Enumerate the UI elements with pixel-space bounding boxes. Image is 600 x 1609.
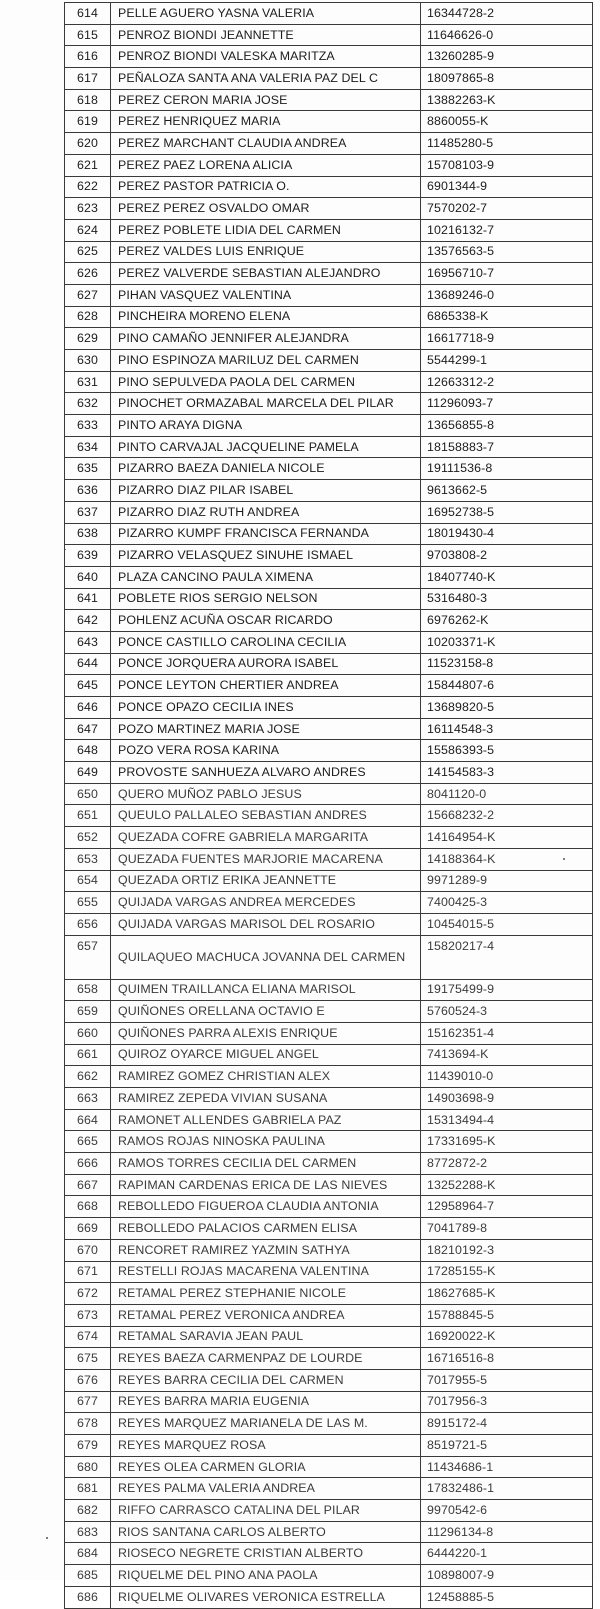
person-name: PENROZ BIONDI VALESKA MARITZA xyxy=(111,46,421,68)
row-number: 619 xyxy=(65,111,111,133)
rut-number: 13689246-0 xyxy=(421,284,593,306)
table-row xyxy=(65,718,593,740)
row-number: 675 xyxy=(65,1348,111,1370)
table-row xyxy=(65,1022,593,1044)
table-row xyxy=(65,848,593,870)
person-name: REYES BAEZA CARMENPAZ DE LOURDE xyxy=(111,1348,421,1370)
person-name: PINO ESPINOZA MARILUZ DEL CARMEN xyxy=(111,350,421,372)
table-row xyxy=(65,892,593,914)
row-number: 636 xyxy=(65,480,111,502)
row-number: 647 xyxy=(65,718,111,740)
row-number: 651 xyxy=(65,805,111,827)
table-row xyxy=(65,1153,593,1175)
row-number: 683 xyxy=(65,1521,111,1543)
rut-number: 16952738-5 xyxy=(421,501,593,523)
person-name: QUERO MUÑOZ PABLO JESUS xyxy=(111,783,421,805)
rut-number: 16617718-9 xyxy=(421,328,593,350)
person-name: QUILAQUEO MACHUCA JOVANNA DEL CARMEN xyxy=(111,935,421,979)
rut-number: 16716516-8 xyxy=(421,1348,593,1370)
rut-number: 7570202-7 xyxy=(421,198,593,220)
person-name: RETAMAL PEREZ STEPHANIE NICOLE xyxy=(111,1283,421,1305)
rut-number: 13252288-K xyxy=(421,1174,593,1196)
person-name: PONCE OPAZO CECILIA INES xyxy=(111,697,421,719)
person-name: REYES BARRA CECILIA DEL CARMEN xyxy=(111,1369,421,1391)
row-number: 627 xyxy=(65,284,111,306)
rut-number: 7017956-3 xyxy=(421,1391,593,1413)
person-name: PINTO CARVAJAL JACQUELINE PAMELA xyxy=(111,436,421,458)
table-row xyxy=(65,566,593,588)
rut-number: 9703808-2 xyxy=(421,545,593,567)
row-number: 685 xyxy=(65,1565,111,1587)
person-name: PEREZ VALDES LUIS ENRIQUE xyxy=(111,241,421,263)
person-name: PLAZA CANCINO PAULA XIMENA xyxy=(111,566,421,588)
scan-speck xyxy=(65,549,66,550)
row-number: 639 xyxy=(65,545,111,567)
rut-number: 17285155-K xyxy=(421,1261,593,1283)
table-row xyxy=(65,328,593,350)
rut-number: 15708103-9 xyxy=(421,154,593,176)
row-number: 618 xyxy=(65,89,111,111)
person-name: REYES MARQUEZ MARIANELA DE LAS M. xyxy=(111,1413,421,1435)
person-name: PINCHEIRA MORENO ELENA xyxy=(111,306,421,328)
rut-number: 11646626-0 xyxy=(421,24,593,46)
rut-number: 14903698-9 xyxy=(421,1088,593,1110)
table-row xyxy=(65,588,593,610)
person-name: RENCORET RAMIREZ YAZMIN SATHYA xyxy=(111,1239,421,1261)
row-number: 660 xyxy=(65,1022,111,1044)
rut-number: 5544299-1 xyxy=(421,350,593,372)
row-number: 679 xyxy=(65,1435,111,1457)
rut-number: 10454015-5 xyxy=(421,913,593,935)
person-name: RAPIMAN CARDENAS ERICA DE LAS NIEVES xyxy=(111,1174,421,1196)
rut-number: 11439010-0 xyxy=(421,1066,593,1088)
table-row xyxy=(65,610,593,632)
person-name: RAMIREZ ZEPEDA VIVIAN SUSANA xyxy=(111,1088,421,1110)
roster-table xyxy=(64,2,593,1609)
table-row xyxy=(65,1369,593,1391)
row-number: 664 xyxy=(65,1109,111,1131)
row-number: 659 xyxy=(65,1001,111,1023)
row-number: 666 xyxy=(65,1153,111,1175)
person-name: REBOLLEDO PALACIOS CARMEN ELISA xyxy=(111,1218,421,1240)
table-row xyxy=(65,219,593,241)
table-row xyxy=(65,306,593,328)
person-name: RAMOS TORRES CECILIA DEL CARMEN xyxy=(111,1153,421,1175)
row-number: 686 xyxy=(65,1586,111,1608)
table-row xyxy=(65,68,593,90)
row-number: 650 xyxy=(65,783,111,805)
person-name: RIOS SANTANA CARLOS ALBERTO xyxy=(111,1521,421,1543)
person-name: PINTO ARAYA DIGNA xyxy=(111,415,421,437)
rut-number: 11296093-7 xyxy=(421,393,593,415)
rut-number: 12458885-5 xyxy=(421,1586,593,1608)
row-number: 633 xyxy=(65,415,111,437)
person-name: REYES PALMA VALERIA ANDREA xyxy=(111,1478,421,1500)
scan-speck xyxy=(563,858,565,860)
person-name: PIZARRO KUMPF FRANCISCA FERNANDA xyxy=(111,523,421,545)
row-number: 637 xyxy=(65,501,111,523)
rut-number: 15668232-2 xyxy=(421,805,593,827)
rut-number: 13576563-5 xyxy=(421,241,593,263)
row-number: 654 xyxy=(65,870,111,892)
table-row xyxy=(65,1239,593,1261)
person-name: PONCE JORQUERA AURORA ISABEL xyxy=(111,653,421,675)
person-name: RIQUELME DEL PINO ANA PAOLA xyxy=(111,1565,421,1587)
person-name: QUIJADA VARGAS MARISOL DEL ROSARIO xyxy=(111,913,421,935)
rut-number: 10898007-9 xyxy=(421,1565,593,1587)
table-row xyxy=(65,3,593,25)
row-number: 658 xyxy=(65,979,111,1001)
row-number: 673 xyxy=(65,1304,111,1326)
row-number: 641 xyxy=(65,588,111,610)
row-number: 615 xyxy=(65,24,111,46)
person-name: POZO VERA ROSA KARINA xyxy=(111,740,421,762)
person-name: PIZARRO VELASQUEZ SINUHE ISMAEL xyxy=(111,545,421,567)
row-number: 676 xyxy=(65,1369,111,1391)
table-row xyxy=(65,631,593,653)
rut-number: 6444220-1 xyxy=(421,1543,593,1565)
row-number: 630 xyxy=(65,350,111,372)
scan-speck xyxy=(46,1537,48,1539)
row-number: 635 xyxy=(65,458,111,480)
rut-number: 18210192-3 xyxy=(421,1239,593,1261)
table-row xyxy=(65,284,593,306)
row-number: 674 xyxy=(65,1326,111,1348)
row-number: 649 xyxy=(65,762,111,784)
rut-number: 13260285-9 xyxy=(421,46,593,68)
table-row xyxy=(65,480,593,502)
person-name: POHLENZ ACUÑA OSCAR RICARDO xyxy=(111,610,421,632)
table-row xyxy=(65,1348,593,1370)
rut-number: 5760524-3 xyxy=(421,1001,593,1023)
row-number: 628 xyxy=(65,306,111,328)
person-name: RESTELLI ROJAS MACARENA VALENTINA xyxy=(111,1261,421,1283)
table-row xyxy=(65,198,593,220)
person-name: QUEZADA ORTIZ ERIKA JEANNETTE xyxy=(111,870,421,892)
person-name: PENROZ BIONDI JEANNETTE xyxy=(111,24,421,46)
rut-number: 8041120-0 xyxy=(421,783,593,805)
table-row xyxy=(65,913,593,935)
rut-number: 19175499-9 xyxy=(421,979,593,1001)
row-number: 667 xyxy=(65,1174,111,1196)
rut-number: 16344728-2 xyxy=(421,3,593,25)
person-name: PIZARRO DIAZ RUTH ANDREA xyxy=(111,501,421,523)
rut-number: 7400425-3 xyxy=(421,892,593,914)
person-name: QUIÑONES PARRA ALEXIS ENRIQUE xyxy=(111,1022,421,1044)
table-row xyxy=(65,89,593,111)
rut-number: 10203371-K xyxy=(421,631,593,653)
rut-number: 17331695-K xyxy=(421,1131,593,1153)
person-name: PIZARRO DIAZ PILAR ISABEL xyxy=(111,480,421,502)
table-row xyxy=(65,827,593,849)
row-number: 682 xyxy=(65,1500,111,1522)
table-row xyxy=(65,111,593,133)
row-number: 645 xyxy=(65,675,111,697)
row-number: 623 xyxy=(65,198,111,220)
row-number: 614 xyxy=(65,3,111,25)
table-row xyxy=(65,697,593,719)
person-name: PINO SEPULVEDA PAOLA DEL CARMEN xyxy=(111,371,421,393)
row-number: 643 xyxy=(65,631,111,653)
table-row xyxy=(65,523,593,545)
rut-number: 6976262-K xyxy=(421,610,593,632)
rut-number: 16920022-K xyxy=(421,1326,593,1348)
roster-table-body xyxy=(65,3,593,1609)
person-name: PINOCHET ORMAZABAL MARCELA DEL PILAR xyxy=(111,393,421,415)
table-row xyxy=(65,762,593,784)
person-name: POBLETE RIOS SERGIO NELSON xyxy=(111,588,421,610)
table-row xyxy=(65,1261,593,1283)
person-name: RIFFO CARRASCO CATALINA DEL PILAR xyxy=(111,1500,421,1522)
rut-number: 7041789-8 xyxy=(421,1218,593,1240)
rut-number: 17832486-1 xyxy=(421,1478,593,1500)
rut-number: 9971289-9 xyxy=(421,870,593,892)
table-row xyxy=(65,1543,593,1565)
table-row xyxy=(65,1500,593,1522)
rut-number: 16114548-3 xyxy=(421,718,593,740)
rut-number: 13882263-K xyxy=(421,89,593,111)
row-number: 621 xyxy=(65,154,111,176)
table-row xyxy=(65,1001,593,1023)
table-row xyxy=(65,415,593,437)
rut-number: 11434686-1 xyxy=(421,1456,593,1478)
rut-number: 10216132-7 xyxy=(421,219,593,241)
rut-number: 18097865-8 xyxy=(421,68,593,90)
person-name: POZO MARTINEZ MARIA JOSE xyxy=(111,718,421,740)
rut-number: 16956710-7 xyxy=(421,263,593,285)
row-number: 632 xyxy=(65,393,111,415)
table-row xyxy=(65,870,593,892)
table-row xyxy=(65,24,593,46)
person-name: PELLE AGUERO YASNA VALERIA xyxy=(111,3,421,25)
person-name: PEREZ PAEZ LORENA ALICIA xyxy=(111,154,421,176)
rut-number: 11523158-8 xyxy=(421,653,593,675)
table-row xyxy=(65,241,593,263)
rut-number: 11485280-5 xyxy=(421,133,593,155)
rut-number: 15313494-4 xyxy=(421,1109,593,1131)
table-row xyxy=(65,46,593,68)
table-row xyxy=(65,1391,593,1413)
table-row xyxy=(65,1131,593,1153)
row-number: 665 xyxy=(65,1131,111,1153)
table-row xyxy=(65,1456,593,1478)
rut-number: 8772872-2 xyxy=(421,1153,593,1175)
person-name: RETAMAL PEREZ VERONICA ANDREA xyxy=(111,1304,421,1326)
person-name: PEREZ PEREZ OSVALDO OMAR xyxy=(111,198,421,220)
row-number: 617 xyxy=(65,68,111,90)
row-number: 616 xyxy=(65,46,111,68)
person-name: REYES BARRA MARIA EUGENIA xyxy=(111,1391,421,1413)
row-number: 663 xyxy=(65,1088,111,1110)
person-name: RIOSECO NEGRETE CRISTIAN ALBERTO xyxy=(111,1543,421,1565)
table-row xyxy=(65,1586,593,1608)
person-name: QUIÑONES ORELLANA OCTAVIO E xyxy=(111,1001,421,1023)
rut-number: 18158883-7 xyxy=(421,436,593,458)
table-row xyxy=(65,176,593,198)
row-number: 644 xyxy=(65,653,111,675)
row-number: 634 xyxy=(65,436,111,458)
table-row xyxy=(65,1088,593,1110)
row-number: 638 xyxy=(65,523,111,545)
table-row xyxy=(65,545,593,567)
table-row xyxy=(65,1435,593,1457)
row-number: 652 xyxy=(65,827,111,849)
rut-number: 13656855-8 xyxy=(421,415,593,437)
rut-number: 6865338-K xyxy=(421,306,593,328)
row-number: 677 xyxy=(65,1391,111,1413)
person-name: PIHAN VASQUEZ VALENTINA xyxy=(111,284,421,306)
row-number: 684 xyxy=(65,1543,111,1565)
row-number: 655 xyxy=(65,892,111,914)
rut-number: 14188364-K xyxy=(421,848,593,870)
row-number: 648 xyxy=(65,740,111,762)
person-name: PEREZ HENRIQUEZ MARIA xyxy=(111,111,421,133)
person-name: REBOLLEDO FIGUEROA CLAUDIA ANTONIA xyxy=(111,1196,421,1218)
row-number: 681 xyxy=(65,1478,111,1500)
row-number: 622 xyxy=(65,176,111,198)
table-row xyxy=(65,1109,593,1131)
person-name: RAMIREZ GOMEZ CHRISTIAN ALEX xyxy=(111,1066,421,1088)
table-row xyxy=(65,154,593,176)
person-name: REYES MARQUEZ ROSA xyxy=(111,1435,421,1457)
table-row xyxy=(65,1044,593,1066)
table-row xyxy=(65,1196,593,1218)
table-row xyxy=(65,133,593,155)
person-name: QUIMEN TRAILLANCA ELIANA MARISOL xyxy=(111,979,421,1001)
row-number: 662 xyxy=(65,1066,111,1088)
row-number: 624 xyxy=(65,219,111,241)
rut-number: 7017955-5 xyxy=(421,1369,593,1391)
table-row xyxy=(65,263,593,285)
person-name: PONCE LEYTON CHERTIER ANDREA xyxy=(111,675,421,697)
table-row xyxy=(65,740,593,762)
rut-number: 9970542-6 xyxy=(421,1500,593,1522)
table-row xyxy=(65,350,593,372)
rut-number: 11296134-8 xyxy=(421,1521,593,1543)
person-name: QUEZADA COFRE GABRIELA MARGARITA xyxy=(111,827,421,849)
person-name: PEREZ MARCHANT CLAUDIA ANDREA xyxy=(111,133,421,155)
rut-number: 15162351-4 xyxy=(421,1022,593,1044)
person-name: PROVOSTE SANHUEZA ALVARO ANDRES xyxy=(111,762,421,784)
table-row xyxy=(65,979,593,1001)
person-name: PEREZ POBLETE LIDIA DEL CARMEN xyxy=(111,219,421,241)
row-number: 670 xyxy=(65,1239,111,1261)
rut-number: 19111536-8 xyxy=(421,458,593,480)
row-number: 678 xyxy=(65,1413,111,1435)
person-name: PEREZ VALVERDE SEBASTIAN ALEJANDRO xyxy=(111,263,421,285)
person-name: RAMONET ALLENDES GABRIELA PAZ xyxy=(111,1109,421,1131)
person-name: RETAMAL SARAVIA JEAN PAUL xyxy=(111,1326,421,1348)
rut-number: 5316480-3 xyxy=(421,588,593,610)
rut-number: 6901344-9 xyxy=(421,176,593,198)
rut-number: 18019430-4 xyxy=(421,523,593,545)
rut-number: 18627685-K xyxy=(421,1283,593,1305)
table-row xyxy=(65,1565,593,1587)
rut-number: 12958964-7 xyxy=(421,1196,593,1218)
table-row xyxy=(65,1066,593,1088)
table-row xyxy=(65,675,593,697)
table-row xyxy=(65,783,593,805)
person-name: QUEULO PALLALEO SEBASTIAN ANDRES xyxy=(111,805,421,827)
row-number: 680 xyxy=(65,1456,111,1478)
table-row xyxy=(65,1478,593,1500)
person-name: PEREZ CERON MARIA JOSE xyxy=(111,89,421,111)
row-number: 657 xyxy=(65,935,111,979)
rut-number: 15820217-4 xyxy=(421,935,593,979)
row-number: 669 xyxy=(65,1218,111,1240)
row-number: 640 xyxy=(65,566,111,588)
table-row xyxy=(65,501,593,523)
person-name: PEREZ PASTOR PATRICIA O. xyxy=(111,176,421,198)
person-name: QUIJADA VARGAS ANDREA MERCEDES xyxy=(111,892,421,914)
rut-number: 18407740-K xyxy=(421,566,593,588)
rut-number: 15586393-5 xyxy=(421,740,593,762)
table-row xyxy=(65,458,593,480)
row-number: 671 xyxy=(65,1261,111,1283)
rut-number: 14164954-K xyxy=(421,827,593,849)
row-number: 661 xyxy=(65,1044,111,1066)
table-row xyxy=(65,393,593,415)
rut-number: 8915172-4 xyxy=(421,1413,593,1435)
person-name: PIZARRO BAEZA DANIELA NICOLE xyxy=(111,458,421,480)
person-name: QUEZADA FUENTES MARJORIE MACARENA xyxy=(111,848,421,870)
table-row xyxy=(65,1174,593,1196)
row-number: 668 xyxy=(65,1196,111,1218)
row-number: 620 xyxy=(65,133,111,155)
rut-number: 8519721-5 xyxy=(421,1435,593,1457)
row-number: 629 xyxy=(65,328,111,350)
rut-number: 8860055-K xyxy=(421,111,593,133)
rut-number: 14154583-3 xyxy=(421,762,593,784)
row-number: 646 xyxy=(65,697,111,719)
table-row xyxy=(65,935,593,979)
table-row xyxy=(65,1521,593,1543)
person-name: QUIROZ OYARCE MIGUEL ANGEL xyxy=(111,1044,421,1066)
table-row xyxy=(65,371,593,393)
table-row xyxy=(65,805,593,827)
person-name: REYES OLEA CARMEN GLORIA xyxy=(111,1456,421,1478)
row-number: 626 xyxy=(65,263,111,285)
rut-number: 7413694-K xyxy=(421,1044,593,1066)
person-name: PONCE CASTILLO CAROLINA CECILIA xyxy=(111,631,421,653)
table-row xyxy=(65,1304,593,1326)
row-number: 653 xyxy=(65,848,111,870)
table-row xyxy=(65,1413,593,1435)
table-row xyxy=(65,653,593,675)
person-name: PINO CAMAÑO JENNIFER ALEJANDRA xyxy=(111,328,421,350)
person-name: PEÑALOZA SANTA ANA VALERIA PAZ DEL C xyxy=(111,68,421,90)
row-number: 642 xyxy=(65,610,111,632)
rut-number: 15788845-5 xyxy=(421,1304,593,1326)
row-number: 656 xyxy=(65,913,111,935)
table-row xyxy=(65,1326,593,1348)
table-row xyxy=(65,436,593,458)
rut-number: 12663312-2 xyxy=(421,371,593,393)
rut-number: 15844807-6 xyxy=(421,675,593,697)
table-row xyxy=(65,1218,593,1240)
rut-number: 9613662-5 xyxy=(421,480,593,502)
row-number: 631 xyxy=(65,371,111,393)
rut-number: 13689820-5 xyxy=(421,697,593,719)
row-number: 625 xyxy=(65,241,111,263)
row-number: 672 xyxy=(65,1283,111,1305)
table-row xyxy=(65,1283,593,1305)
person-name: RAMOS ROJAS NINOSKA PAULINA xyxy=(111,1131,421,1153)
person-name: RIQUELME OLIVARES VERONICA ESTRELLA xyxy=(111,1586,421,1608)
